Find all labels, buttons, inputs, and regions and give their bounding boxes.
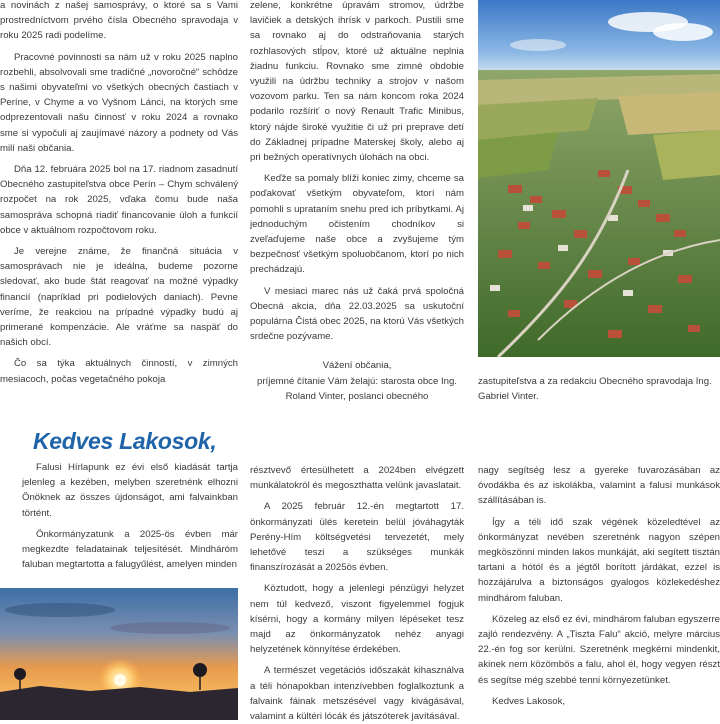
hungarian-column-1: [22, 460, 238, 572]
paragraph: Köztudott, hogy a jelenlegi pénzügyi helyzet nem túl kedvező, viszont figyelemmel fogjuk kísérni, hogy a kormány milyen lépéseket tesz majd az önkormányzatok nehéz anyagi helyzetének könnyítése érdekében.: [250, 583, 464, 656]
section-heading: Kedves Lakosok,: [33, 428, 217, 454]
sunset-photo: [0, 588, 238, 720]
paragraph: Így a téli idő szak végének közeledtével az önkormányzat nevében szeretnénk nagyon szépen megköszönni minden lakos munkáját, aki segített tisztán tartani a hótól és a jégtől borított járdákat, ezzel is hozzájárulva a biztonságos gyalogos közlekedéshez mindhárom faluban.: [478, 516, 720, 604]
paragraph: Közeleg az első ez évi, mindhárom faluban egyszerre zajló rendezvény. A „Tiszta Falu“ akció, melyre március 22.-én fog sor kerülni. Szeretnénk megkérni mindenkit, akinek nem közömbös a falu, ahol él, hogy vegyen részt és segítse még szebbé tenni környezetünket.: [478, 613, 720, 686]
paragraph: Čo sa týka aktuálnych činností, v zimných mesiacoch, počas vegetačného pokoja: [0, 358, 238, 385]
paragraph: Dňa 12. februára 2025 bol na 17. riadnom zasadnutí Obecného zastupiteľstva obce Perín – Chym schválený rozpočet na rok 2025, vďaka čomu bude naša samospráva schopná riadiť financovanie úloh a funkcií obce v aktuálnom rozpočtovom roku.: [0, 164, 238, 236]
paragraph: nagy segítség lesz a gyereke fuvarozásában az óvodákba és az iskolákba, valamint a falusi munkások szállításában is.: [478, 465, 720, 507]
paragraph: Önkormányzatunk a 2025-ös évben már megkezdte feladatainak teljesítését. Mindháróm faluban megtartotta a falugyűlést, amelyen minden: [22, 528, 238, 571]
paragraph: Je verejne známe, že finančná situácia v samosprávach nie je ideálna, budeme pozorne sledovať, ako bude štát reagovať na možné výpadky financií (napríklad pri podielových daniach). Pevne veríme, že reakciou na prípadné výpadky budú aj primerané kompenzácie. Ale vráťme sa naspäť do našich obcí.: [0, 246, 238, 349]
paragraph: Pracovné povinnosti sa nám už v roku 2025 naplno rozbehli, absolvovali sme tradičné „novoročné“ schôdze s našimi obyvateľmi vo všetkých obecných častiach v Períne, v Chyme a vo Vyšnom Lánci, na ktorých sme odprezentovali našu činnosť v roku 2024 a rovnako sme si vypočuli aj zaujímavé názory a podnety od Vás milí naši občania.: [0, 51, 238, 154]
paragraph: Falusi Hírlapunk ez évi első kiadását tartja jelenleg a kezében, melyben szeretnénk elhozni Önöknek az összes újdonságot, ami falvainkban történt.: [22, 462, 238, 519]
paragraph: Keďže sa pomaly blíži koniec zimy, chceme sa poďakovať všetkým obyvateľom, ktorí nám pomohli s uprataním snehu pred ich príbytkami. Aj jednoduchým očistením chodníkov si zveľaďujeme naše obce a zvyšujeme tým bezpečnosť všetkým spoluobčanom, ktorí po nich prechádzajú.: [250, 173, 464, 276]
slovak-column-1: [0, 0, 238, 387]
paragraph: V mesiaci marec nás už čaká prvá spoločná Obecná akcia, dňa 22.03.2025 sa uskutoční populárna Čistá obec 2025, na ktorú Vás všetkých srdečne pozývame.: [250, 285, 464, 343]
paragraph: résztvevő értesülhetett a 2024ben elvégzett munkálatokról és megoszthatta velünk javaslatait.: [250, 465, 464, 492]
aerial-village-photo: [478, 0, 720, 357]
signature-line: príjemné čítanie Vám želajú: starosta obce Ing. Roland Vinter, poslanci obecného: [257, 375, 457, 402]
paragraph: a novinách z našej samosprávy, o ktoré sa s Vami prostredníctvom prvého čísla Obecného spravodaja v roku 2025 radi podelíme.: [0, 0, 238, 42]
hungarian-column-2: [250, 463, 464, 724]
greeting: Vážení občania,: [322, 360, 392, 372]
closing-greeting: Kedves Lakosok,: [492, 695, 566, 707]
slovak-column-3: [478, 374, 720, 404]
paragraph: A 2025 február 12.-én megtartott 17. önkormányzati ülés keretein belül jóváhagyták Perény-Hím költségvetési tervezetét, mely lehetővé teszi a szükséges munkák finanszírozását a 2025ös évben.: [250, 501, 464, 574]
slovak-column-2: [250, 0, 464, 404]
paragraph: zelene, konkrétne úpravám stromov, údržbe lavičiek a detských ihrísk v parkoch. Pustili sme sa rovnako aj do odstraňovania starých rozhlasových stĺpov, ktoré už aktuálne neplnia žiadnu funkciu. Rovnako sme zimné obdobie využili na údržbu techniky a strojov v našom vozovom parku. Ten sa nám koncom roka 2024 podarilo rozšíriť o nový Renault Trafic Minibus, ktorý nájde široké využitie či už pri preprave detí do Základnej prípadne Materskej školy, alebo aj pri bežných operatívnych úlohách na obci.: [250, 0, 464, 164]
paragraph: zastupiteľstva a za redakciu Obecného spravodaja Ing. Gabriel Vinter.: [478, 376, 712, 403]
paragraph: A természet vegetációs időszakát kihasználva a téli hónapokban intenzívebben foglalkoztunk a falvaink fáinak metszésével vagy kivágásával, valamint a kültéri lócák és játszóterek javításával.: [250, 665, 464, 723]
hungarian-column-3: [478, 463, 720, 709]
